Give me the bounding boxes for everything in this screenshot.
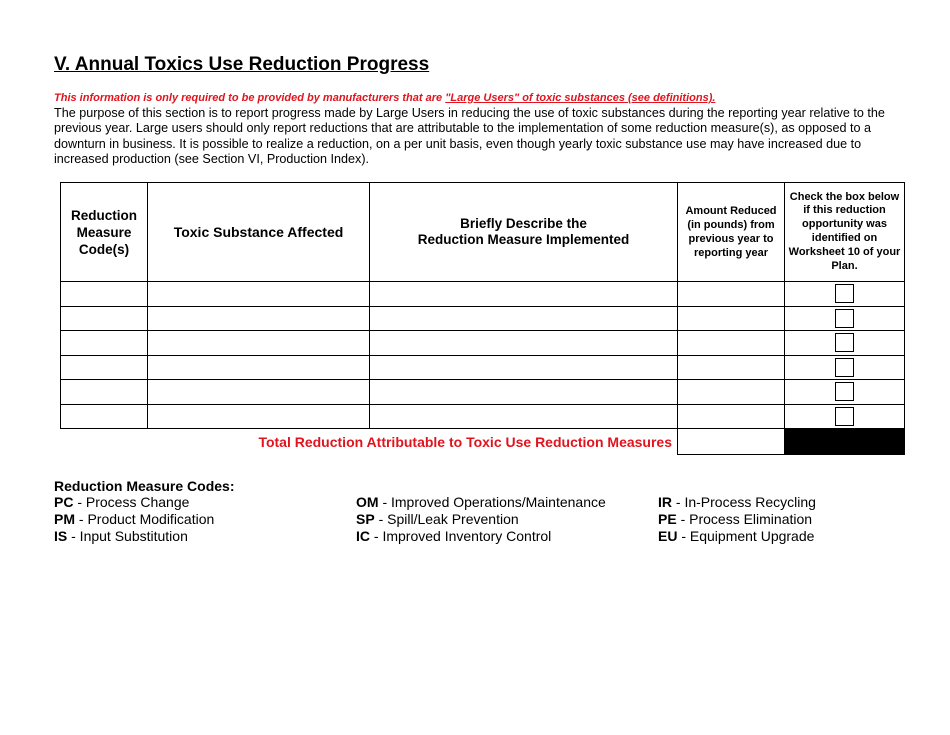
describe-cell[interactable] <box>370 355 678 380</box>
code-label: - In-Process Recycling <box>672 494 816 510</box>
code-abbrev: IR <box>658 494 672 510</box>
substance-cell[interactable] <box>148 404 370 429</box>
substance-cell[interactable] <box>148 355 370 380</box>
substance-cell[interactable] <box>148 331 370 356</box>
code-item <box>658 494 816 511</box>
large-user-notice <box>54 92 715 104</box>
code-item <box>54 528 214 545</box>
table-row <box>61 355 905 380</box>
worksheet-checkbox[interactable] <box>835 284 854 303</box>
code-item <box>356 511 606 528</box>
substance-cell[interactable] <box>148 380 370 405</box>
worksheet-checkbox[interactable] <box>835 382 854 401</box>
code-label: - Spill/Leak Prevention <box>374 510 519 527</box>
amount-cell[interactable] <box>678 355 785 380</box>
codes-column-3 <box>658 494 816 544</box>
codes-title: Reduction Measure Codes: <box>54 478 235 494</box>
header-row <box>61 183 905 282</box>
amount-cell[interactable] <box>678 306 785 331</box>
describe-cell[interactable] <box>370 331 678 356</box>
substance-cell[interactable] <box>148 282 370 307</box>
describe-cell[interactable] <box>370 380 678 405</box>
code-label: - Equipment Upgrade <box>677 527 815 544</box>
substance-cell[interactable] <box>148 306 370 331</box>
code-label: - Improved Inventory Control <box>370 527 552 544</box>
amount-cell[interactable] <box>678 404 785 429</box>
code-abbrev: PC <box>54 494 74 510</box>
describe-cell[interactable] <box>370 404 678 429</box>
check-cell <box>785 355 905 380</box>
worksheet-checkbox[interactable] <box>835 309 854 328</box>
check-cell <box>785 331 905 356</box>
table-row <box>61 404 905 429</box>
codes-column-2 <box>356 494 606 544</box>
code-cell[interactable] <box>61 404 148 429</box>
total-label: Total Reduction Attributable to Toxic Use Reduction Measures <box>61 429 678 455</box>
code-label: - Improved Operations/Maintenance <box>378 494 606 510</box>
code-cell[interactable] <box>61 355 148 380</box>
code-abbrev: SP <box>356 510 375 527</box>
section-title: V. Annual Toxics Use Reduction Progress <box>54 54 430 75</box>
code-cell[interactable] <box>61 380 148 405</box>
code-label: - Input Substitution <box>67 527 188 544</box>
code-label: - Process Change <box>73 494 190 510</box>
code-abbrev: OM <box>356 494 379 510</box>
total-row <box>61 429 905 455</box>
code-abbrev: PE <box>658 510 677 527</box>
section-intro: The purpose of this section is to report progress made by Large Users in reducing the use of toxic substances during the reporting year relative to the previous year. Large users should only report reductions that are attributable to the implementation of some reduction measure(s), as opposed to a downturn in business. It is possible to realize a reduction, on a per unit basis, even though yearly toxic substance use may have increased due to increased production (see Section VI, Production Index). <box>54 106 885 167</box>
header-describe <box>370 183 678 282</box>
check-cell <box>785 404 905 429</box>
header-code: Reduction Measure Code(s) <box>61 183 148 282</box>
large-users-definition-link[interactable]: "Large Users" of toxic substances (see definitions). <box>445 92 716 104</box>
header-describe-line2: Reduction Measure Implemented <box>417 232 630 247</box>
code-item <box>54 494 214 511</box>
code-label: - Process Elimination <box>676 510 813 527</box>
total-shaded-cell <box>785 429 905 455</box>
worksheet-checkbox[interactable] <box>835 333 854 352</box>
code-item <box>356 494 606 511</box>
code-abbrev: EU <box>658 527 678 544</box>
code-item <box>54 511 214 528</box>
code-abbrev: PM <box>54 510 75 527</box>
notice-text: This information is only required to be provided by manufacturers that are <box>54 92 446 104</box>
table-row <box>61 306 905 331</box>
code-item <box>658 511 816 528</box>
code-cell[interactable] <box>61 306 148 331</box>
code-cell[interactable] <box>61 282 148 307</box>
amount-cell[interactable] <box>678 282 785 307</box>
table-row <box>61 380 905 405</box>
code-item <box>356 528 606 545</box>
header-describe-line1: Briefly Describe the <box>460 216 587 231</box>
code-abbrev: IC <box>356 527 370 544</box>
amount-cell[interactable] <box>678 331 785 356</box>
code-label: - Product Modification <box>75 510 215 527</box>
header-check: Check the box below if this reduction opportunity was identified on Worksheet 10 of your Plan. <box>785 183 905 282</box>
worksheet-checkbox[interactable] <box>835 358 854 377</box>
codes-column-1 <box>54 494 214 544</box>
describe-cell[interactable] <box>370 306 678 331</box>
total-amount-cell[interactable] <box>678 429 785 455</box>
table-row <box>61 282 905 307</box>
header-substance: Toxic Substance Affected <box>148 183 370 282</box>
amount-cell[interactable] <box>678 380 785 405</box>
check-cell <box>785 282 905 307</box>
describe-cell[interactable] <box>370 282 678 307</box>
header-amount: Amount Reduced (in pounds) from previous year to reporting year <box>678 183 785 282</box>
check-cell <box>785 306 905 331</box>
check-cell <box>785 380 905 405</box>
code-cell[interactable] <box>61 331 148 356</box>
table-row <box>61 331 905 356</box>
reduction-table <box>60 182 905 455</box>
code-item <box>658 528 816 545</box>
worksheet-checkbox[interactable] <box>835 407 854 426</box>
code-abbrev: IS <box>54 527 68 544</box>
